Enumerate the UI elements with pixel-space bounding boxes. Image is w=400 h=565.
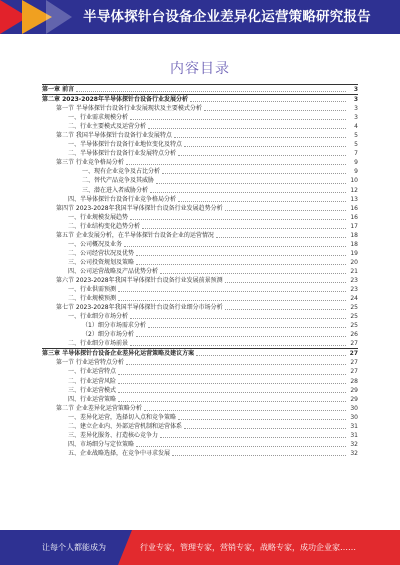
toc-page-number: 29 (350, 386, 358, 394)
toc-entry[interactable] (42, 131, 358, 140)
toc-page-number: 29 (350, 395, 358, 403)
toc-entry-text: 第三章 半导体探针台设备企业差异化运营策略及建议方案 (42, 350, 195, 358)
toc-entry[interactable] (42, 303, 358, 312)
toc-page-number: 16 (350, 213, 358, 221)
toc-page-number: 25 (350, 322, 358, 330)
toc-entry[interactable] (42, 339, 358, 348)
toc-entry[interactable] (42, 358, 358, 367)
toc-dot-leader (148, 127, 346, 129)
toc-page-number: 13 (350, 195, 358, 203)
toc-entry-text: 二、半导体探针台设备行业发展特点分析 (68, 150, 177, 158)
toc-entry-text: 一、行业运营特点 (68, 368, 117, 376)
toc-entry[interactable] (42, 213, 358, 222)
toc-entry[interactable] (42, 249, 358, 258)
toc-dot-leader (196, 354, 346, 356)
toc-dot-leader (118, 382, 346, 384)
toc-page-number: 27 (350, 368, 358, 376)
toc-entry-text: 第七节 2023-2028年我国半导体探针台设备行业细分市场分析 (56, 304, 223, 312)
toc-page-number: 28 (350, 377, 358, 385)
table-of-contents (42, 84, 358, 506)
toc-entry-text: 第一节 半导体探针台设备行业发展现状及主要模式分析 (56, 105, 202, 113)
toc-entry-text: 第一节 行业运营特点分析 (56, 359, 124, 367)
toc-dot-leader (160, 436, 346, 438)
toc-dot-leader (118, 373, 346, 375)
toc-page-number: 7 (354, 150, 358, 158)
toc-entry[interactable] (42, 240, 358, 249)
toc-entry[interactable] (42, 294, 358, 303)
toc-dot-leader (190, 100, 346, 102)
toc-page-number: 27 (349, 350, 358, 358)
toc-dot-leader (142, 227, 346, 229)
toc-entry-text: 一、半导体探针台设备行业地位变化及特点 (68, 141, 183, 149)
toc-dot-leader (118, 299, 346, 301)
toc-dot-leader (76, 90, 346, 92)
toc-entry[interactable] (42, 440, 358, 449)
toc-dot-leader (130, 218, 346, 220)
toc-entry[interactable] (42, 186, 358, 195)
toc-dot-leader (178, 418, 346, 420)
toc-entry-text: 二、行业主要模式及运营分析 (68, 123, 147, 131)
toc-page-number: 21 (350, 267, 358, 275)
toc-entry[interactable] (42, 167, 358, 176)
toc-page-number: 23 (350, 276, 358, 284)
toc-page-number: 30 (350, 413, 358, 421)
toc-entry[interactable] (42, 285, 358, 294)
toc-entry-text: 第二节 我国半导体探针台设备行业发展特点 (56, 132, 172, 140)
toc-dot-leader (148, 326, 346, 328)
toc-dot-leader (174, 136, 346, 138)
toc-entry-text: 二、替代产品竞争及其威胁 (82, 177, 155, 185)
toc-entry[interactable] (42, 422, 358, 431)
toc-page-number: 23 (350, 286, 358, 294)
toc-dot-leader (118, 391, 346, 393)
toc-entry-text: 第二章 2023-2028年半导体探针台设备行业发展分析 (42, 96, 188, 104)
toc-dot-leader (204, 109, 346, 111)
toc-entry[interactable] (42, 258, 358, 267)
toc-entry[interactable] (42, 404, 358, 413)
toc-entry-text: 第六节 2023-2028年我国半导体探针台设备行业发展前景预测 (56, 276, 223, 284)
toc-page-number: 25 (350, 304, 358, 312)
toc-entry-text: 二、公司经营状况及优势 (68, 249, 135, 257)
toc-entry[interactable] (42, 413, 358, 422)
toc-entry[interactable] (42, 149, 358, 158)
toc-entry[interactable] (42, 386, 358, 395)
toc-page-number: 5 (354, 141, 358, 149)
toc-dot-leader (184, 427, 346, 429)
report-title: 半导体探针台设备企业差异化运营策略研究报告 (83, 9, 371, 25)
toc-entry[interactable] (42, 377, 358, 386)
toc-entry-text: 一、行业规模发展趋势 (68, 213, 129, 221)
toc-entry-text: 第三节 行业竞争格局分析 (56, 159, 124, 167)
toc-dot-leader (130, 118, 346, 120)
toc-entry-text: 四、行业运营策略 (68, 395, 117, 403)
toc-entry[interactable] (42, 195, 358, 204)
toc-entry[interactable] (42, 276, 358, 285)
toc-page-number: 3 (353, 96, 358, 104)
toc-page-number: 17 (350, 222, 358, 230)
toc-entry-text: 一、公司概况及业务 (68, 240, 123, 248)
toc-page-number: 19 (350, 249, 358, 257)
toc-dot-leader (172, 454, 346, 456)
toc-entry[interactable] (42, 321, 358, 330)
toc-page-number: 3 (354, 114, 358, 122)
toc-entry[interactable] (42, 158, 358, 167)
toc-dot-leader (162, 172, 346, 174)
toc-dot-leader (184, 145, 346, 147)
toc-dot-leader (160, 272, 346, 274)
toc-page-number: 3 (353, 86, 358, 93)
footer-slogan-right: 行业专家，管理专家，营销专家，战略专家，成功企业家…… (140, 543, 356, 552)
toc-dot-leader (126, 363, 346, 365)
toc-page-number: 27 (350, 340, 358, 348)
toc-page-number: 31 (350, 422, 358, 430)
toc-page-number: 26 (350, 331, 358, 339)
toc-entry[interactable] (42, 267, 358, 276)
toc-dot-leader (225, 281, 346, 283)
toc-page-number: 18 (350, 231, 358, 239)
toc-entry[interactable] (42, 231, 358, 240)
toc-entry[interactable] (42, 84, 358, 94)
footer-slogan-left: 让每个人都能成为 (42, 543, 106, 552)
toc-entry-text: 第五节 企业发展分析，在半导体探针台设备企业的运营情况 (56, 231, 214, 239)
toc-dot-leader (136, 335, 346, 337)
toc-entry[interactable] (42, 348, 358, 358)
toc-entry-text: （1）细分市场需求分析 (82, 322, 146, 330)
toc-dot-leader (130, 344, 346, 346)
toc-dot-leader (150, 191, 346, 193)
toc-entry[interactable] (42, 94, 358, 104)
toc-entry-text: 二、行业规模预测 (68, 295, 117, 303)
toc-page-number: 9 (354, 159, 358, 167)
toc-page-number: 10 (350, 177, 358, 185)
toc-entry-text: 第四节 2023-2028年我国半导体探针台设备行业发展趋势分析 (56, 204, 223, 212)
toc-dot-leader (136, 263, 346, 265)
toc-dot-leader (225, 209, 346, 211)
toc-entry[interactable] (42, 122, 358, 131)
toc-dot-leader (216, 236, 346, 238)
toc-entry-text: 四、半导体探针台设备行业竞争格局分析 (68, 195, 177, 203)
toc-dot-leader (156, 182, 346, 184)
toc-entry[interactable] (42, 222, 358, 231)
toc-dot-leader (124, 245, 346, 247)
toc-dot-leader (136, 254, 346, 256)
toc-page-number: 5 (354, 132, 358, 140)
toc-entry-text: 一、行业需求规模分析 (68, 114, 129, 122)
toc-page-number: 3 (354, 105, 358, 113)
toc-dot-leader (130, 317, 346, 319)
toc-dot-leader (136, 445, 346, 447)
toc-page-number: 32 (350, 449, 358, 457)
toc-entry-text: 二、行业细分市场前景 (68, 340, 129, 348)
toc-dot-leader (118, 400, 346, 402)
toc-dot-leader (118, 290, 346, 292)
toc-entry-text: 一、差异化运营，选择切入点和竞争策略 (68, 413, 177, 421)
toc-entry[interactable] (42, 113, 358, 122)
toc-page-number: 31 (350, 431, 358, 439)
toc-dot-leader (178, 154, 346, 156)
toc-entry-text: 一、行业供需预测 (68, 286, 117, 294)
toc-entry-text: 二、行业结构变化趋势分析 (68, 222, 141, 230)
toc-page-number: 27 (350, 359, 358, 367)
toc-page-number: 16 (350, 204, 358, 212)
toc-entry-text: 一、行业细分市场分析 (68, 313, 129, 321)
toc-entry[interactable] (42, 312, 358, 321)
toc-entry[interactable] (42, 395, 358, 404)
toc-entry[interactable] (42, 449, 358, 458)
report-header (0, 0, 400, 34)
toc-entry[interactable] (42, 140, 358, 149)
toc-dot-leader (225, 308, 346, 310)
toc-page-number: 32 (350, 440, 358, 448)
toc-dot-leader (144, 409, 346, 411)
toc-entry[interactable] (42, 204, 358, 213)
toc-entry-text: （2）细分市场分析 (82, 331, 134, 339)
toc-entry-text: 四、公司运营战略及产品优势分析 (68, 267, 159, 275)
toc-entry-text: 第一章 前言 (42, 86, 75, 93)
toc-page-number: 4 (354, 123, 358, 131)
toc-entry[interactable] (42, 431, 358, 440)
toc-entry-text: 二、建立企业内、外部运营机制和运营体系 (68, 422, 183, 430)
toc-entry[interactable] (42, 104, 358, 113)
footer-slant-decoration (118, 530, 132, 565)
toc-entry[interactable] (42, 330, 358, 339)
toc-entry-text: 三、行业运营模式 (68, 386, 117, 394)
toc-page-number: 24 (350, 295, 358, 303)
toc-page-number: 12 (350, 186, 358, 194)
toc-dot-leader (178, 200, 346, 202)
toc-entry-text: 二、行业运营风险 (68, 377, 117, 385)
toc-page-number: 18 (350, 240, 358, 248)
toc-entry[interactable] (42, 367, 358, 376)
toc-page-number: 25 (350, 313, 358, 321)
toc-entry-text: 四、市场细分与定位策略 (68, 440, 135, 448)
toc-entry-text: 三、潜在进入者威胁分析 (82, 186, 149, 194)
report-footer (0, 530, 400, 565)
toc-entry-text: 一、现有企业竞争及占比分析 (82, 168, 161, 176)
toc-page-number: 9 (354, 168, 358, 176)
toc-entry-text: 第二节 企业差异化运营策略分析 (56, 404, 142, 412)
toc-entry-text: 五、企业战略选择，在竞争中寻求发展 (68, 449, 171, 457)
toc-heading: 内容目录 (170, 61, 230, 77)
toc-dot-leader (126, 163, 346, 165)
toc-entry-text: 三、差异化服务、打造核心竞争力 (68, 431, 159, 439)
toc-entry-text: 三、公司投资规划及策略 (68, 258, 135, 266)
toc-entry[interactable] (42, 176, 358, 185)
toc-page-number: 20 (350, 258, 358, 266)
toc-page-number: 30 (350, 404, 358, 412)
